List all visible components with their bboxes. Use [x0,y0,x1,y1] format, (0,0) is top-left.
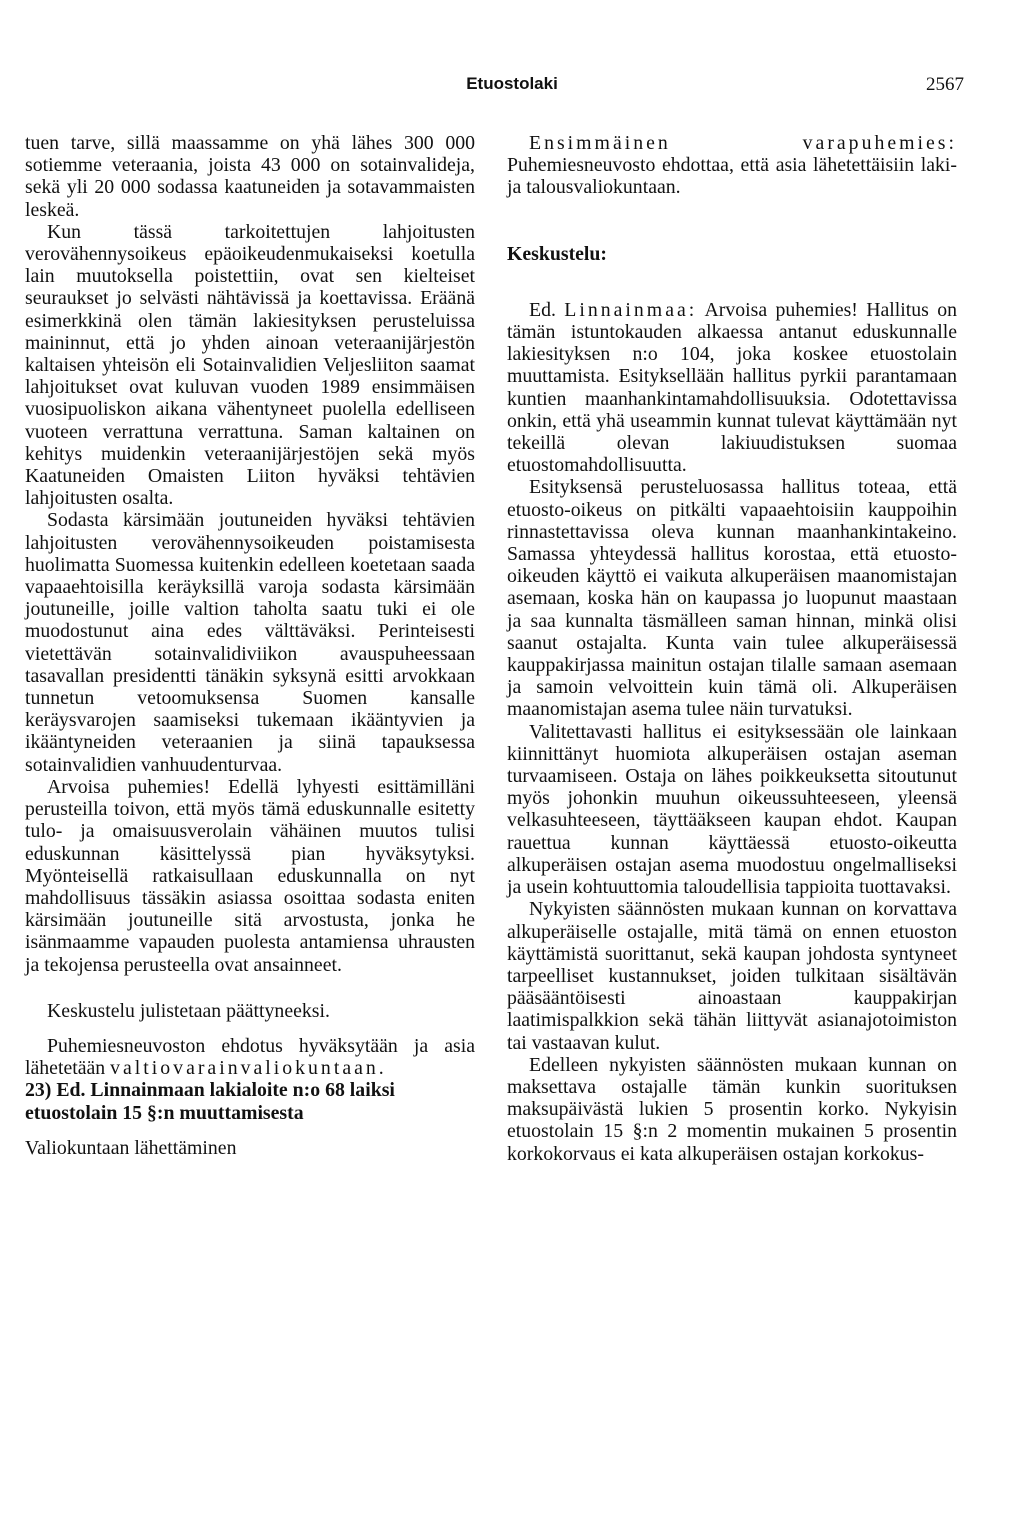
paragraph: Keskustelu julistetaan päättyneeksi. [47,999,330,1022]
paragraph: Nykyisten säännösten mukaan kunnan on korvattava alkuperäiselle ostajalle, mitä tämä on ennen etuoston käyttämistä suorittanut, sekä kaupan johdosta syntyneet tarpeelliset kustannukset, joiden tulkitaan sisältävän pääsääntöisesti ainoastaan kauppakirjan laatimispalkkion sekä tähän liittyvät asianajotoimiston tai vastaavan kulut. [507,898,957,1054]
speaker-name: Linnainmaa: [564,298,698,321]
paragraph-text: Puhemiesneuvoston ehdotus hyväksytään ja asia lähetetään [25,1034,475,1080]
page-number: 2567 [926,74,964,95]
section-subheading: Valiokuntaan lähettäminen [25,1136,237,1159]
paragraph: Esityksensä perusteluosassa hallitus toteaa, että etuosto-oikeus on pitkälti vapaaehtoisiin kauppoihin rinnastettavissa oleva kunnan maanhankintakeino. Samassa yhteydessä hallitus korostaa, että etuosto-oikeuden käyttö ei vaikuta alkuperäisen maanomistajan asemaan, koska hän on kaupassa jo luopunut maastaan ja saa kunnalta täsmälleen saman hinnan, minkä olisi saanut ostajalta. Kunta vain tulee alkuperäisessä kauppakirjassa mainitun ostajan tilalle samaan asemaan ja samoin velvoittein kuin tämä oli. Alkuperäisen maanomistajan asema tulee näin turvatuksi. [507,476,957,721]
paragraph: Valitettavasti hallitus ei esityksessään ole lainkaan kiinnittänyt huomiota alkuperäisen ostajan aseman turvaamiseen. Ostaja on lähes poikkeuksetta sitoutunut myös johonkin muuhun oikeussuhteeseen, yleensä velkasuhteeseen, täyttääkseen kaupan ehdot. Kaupan rauettua kunnan käyttäessä etuosto-oikeutta alkuperäisen ostajan asema muodostuu ongelmalliseksi ja usein kohtuuttomia taloudellisia tappioita tuottavaksi. [507,720,957,899]
running-title: Etuostolaki [466,74,558,93]
right-column [507,132,957,1165]
discussion-heading: Keskustelu: [507,242,608,265]
paragraph: Sodasta kärsimään joutuneiden hyväksi tehtävien lahjoitusten verovähennysoikeuden poistamisesta huolimatta Suomessa kuitenkin edelleen koetetaan saada vapaaehtoisilla keräyksillä varoja sodasta kärsimään joutuneille, joille valtion taholta saatu tuki ei ole muodostunut aina edes välttäväksi. Perinteisesti vietettävän sotainvalidiviikon avauspuheessaan tasavallan presidentti tänäkin syksynä esitti arvokkaan tunnetun vetoomuksensa Suomen kansalle keräysvarojen saamiseksi tukemaan ikääntyvien ja ikääntyneiden veteraanien ja siinä tapauksessa sotainvalidien vanhuudenturvaa. [25,509,475,776]
speaker-prefix: Ed. [529,298,556,321]
speaker-name: Ensimmäinen varapuhemies: [529,132,957,154]
paragraph-text: Arvoisa puhemies! Hallitus on tämän istuntokauden alkaessa antanut eduskunnalle lakiesityksen n:o 104, joka koskee etuostolain muuttamista. Esityksellään hallitus pyrkii parantamaan kuntien maanhankintamahdollisuuksia. Odotettavissa onkin, että yhä useammin kunnat tulevat käyttämään nyt tekeillä olevan lakiuudistuksen suomaa etuostomahdollisuutta. [507,298,957,477]
paragraph: Arvoisa puhemies! Edellä lyhyesti esittämilläni perusteilla toivon, että myös tämä eduskunnalle esitetty tulo- ja omaisuusverolain vähäinen muutos tulisi eduskunnan käsittelyssä pian hyväksytyksi. Myönteisellä ratkaisullaan eduskunnalla on nyt mahdollisuus tässäkin asiassa osoittaa sodasta eniten kärsimään joutuneille sitä arvostusta, jonka he isänmaamme vapauden puolesta antamiensa uhrausten ja tekojensa perusteella ovat ansainneet. [25,775,475,976]
paragraph: tuen tarve, sillä maassamme on yhä lähes 300 000 sotiemme veteraania, joista 43 000 on sotainvalideja, sekä yli 20 000 sodassa kaatuneiden ja sotavammaisten leskeä. [25,132,475,221]
paragraph [507,132,957,199]
left-column [25,132,475,1159]
paragraph: Edelleen nykyisten säännösten mukaan kunnan on maksettava ostajalle tämän kunkin suorituksen maksupäivästä lukien 5 prosentin korko. Nykyisin etuostolain 15 §:n 2 momentin mukainen 5 prosentin korkokorvaus ei kata alkuperäisen ostajan korkokus- [507,1053,957,1165]
paragraph-text: Puhemiesneuvosto ehdottaa, että asia lähetettäisiin laki- ja talousvaliokuntaan. [507,154,957,199]
paragraph [25,1035,475,1079]
page-header [0,74,1024,98]
paragraph [507,299,957,477]
committee-name: valtiovarainvaliokuntaan. [110,1057,387,1080]
section-heading: 23) Ed. Linnainmaan lakialoite n:o 68 laiksi etuostolain 15 §:n muuttamisesta [25,1079,395,1124]
paragraph: Kun tässä tarkoitettujen lahjoitusten verovähennysoikeus epäoikeudenmukaiseksi koetulla lain muutoksella poistettiin, ovat sen kielteiset seuraukset jo selvästi nähtävissä ja koettavissa. Eräänä esimerkkinä olen tämän lakiesityksen perusteluissa maininnut, että jo yhden ainoan veteraanijärjestön kaltaisen yhteisön eli Sotainvalidien Veljesliiton saamat lahjoitukset ovat kuluvan vuoden 1989 ensimmäisen vuosipuoliskon aikana vähentyneet puolella edelliseen vuoteen verrattuna verrattuna. Saman kaltainen on kehitys muidenkin veteraanijärjestöjen sekä myös Kaatuneiden Omaisten Liiton hyväksi tehtävien lahjoitusten osalta. [25,220,475,510]
